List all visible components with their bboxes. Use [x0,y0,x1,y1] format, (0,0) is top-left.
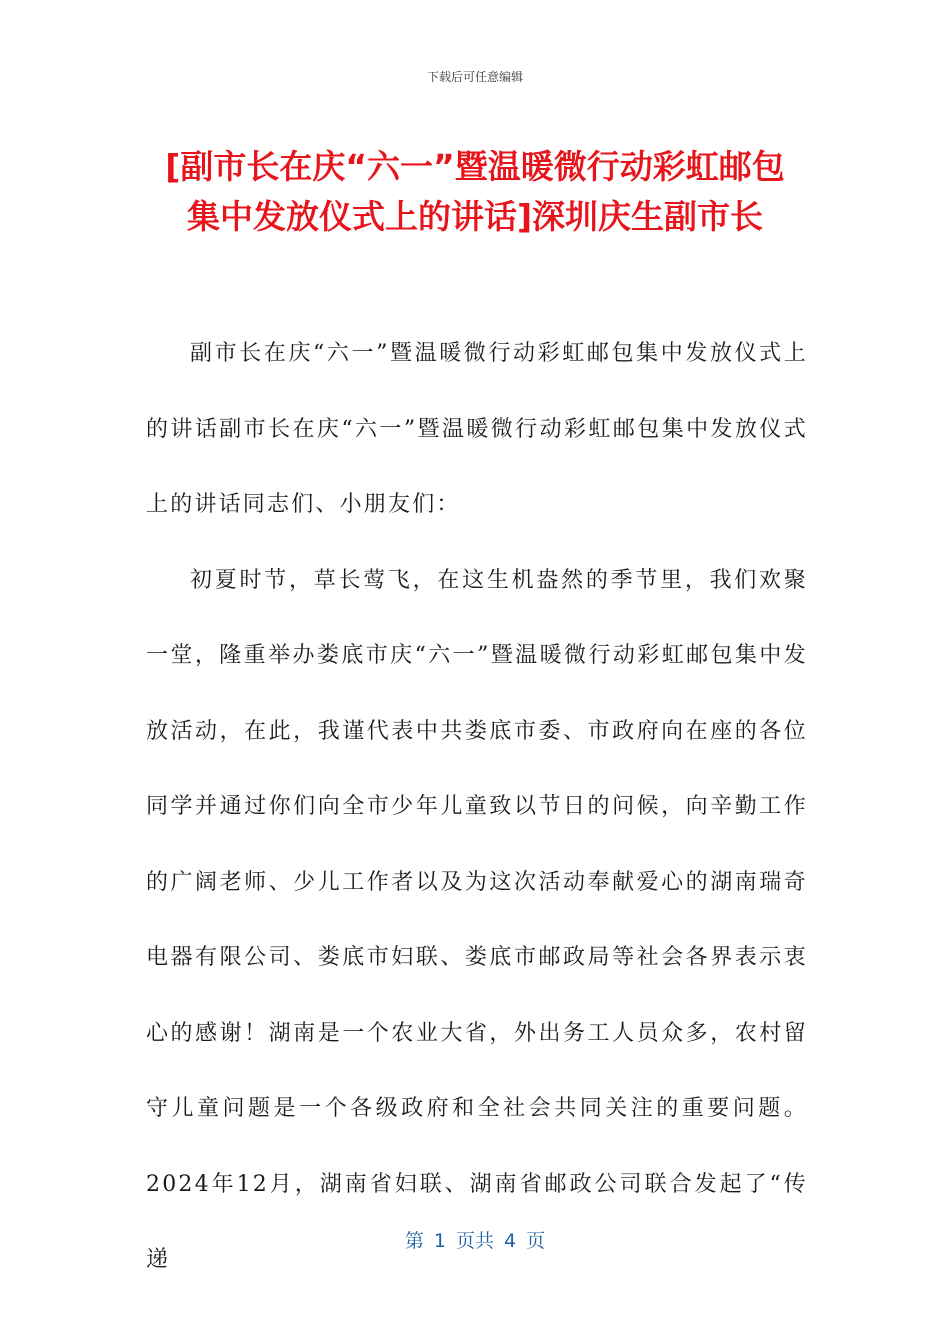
page-number-footer [0,1226,950,1253]
paragraph-1: 副市长在庆“六一”暨温暖微行动彩虹邮包集中发放仪式上的讲话副市长在庆“六一”暨温暖微行动彩虹邮包集中发放仪式上的讲话同志们、小朋友们： [146,341,808,517]
paragraph-2: 初夏时节，草长莺飞，在这生机盎然的季节里，我们欢聚一堂，隆重举办娄底市庆“六一”暨温暖微行动彩虹邮包集中发放活动，在此，我谨代表中共娄底市委、市政府向在座的各位同学并通过你们向全市少年儿童致以节日的问候，向辛勤工作的广阔老师、少儿工作者以及为这次活动奉献爱心的湖南瑞奇电器有限公司、娄底市妇联、娄底市邮政局等社会各界表示衷心的感谢！湖南是一个农业大省，外出务工人员众多，农村留守儿童问题是一个各级政府和全社会共同关注的重要问题。2024年12月，湖南省妇联、湖南省邮政公司联合发起了“传递 [146,567,808,1272]
title-line-2: 集中发放仪式上的讲话]深圳庆生副市长 [186,197,764,236]
header-note: 下载后可任意编辑 [426,70,523,84]
title-line-1: [副市长在庆“六一”暨温暖微行动彩虹邮包 [165,147,785,186]
document-body [146,316,808,1298]
document-title [140,142,810,242]
page-number-label: 第 1 页共 4 页 [404,1230,546,1252]
